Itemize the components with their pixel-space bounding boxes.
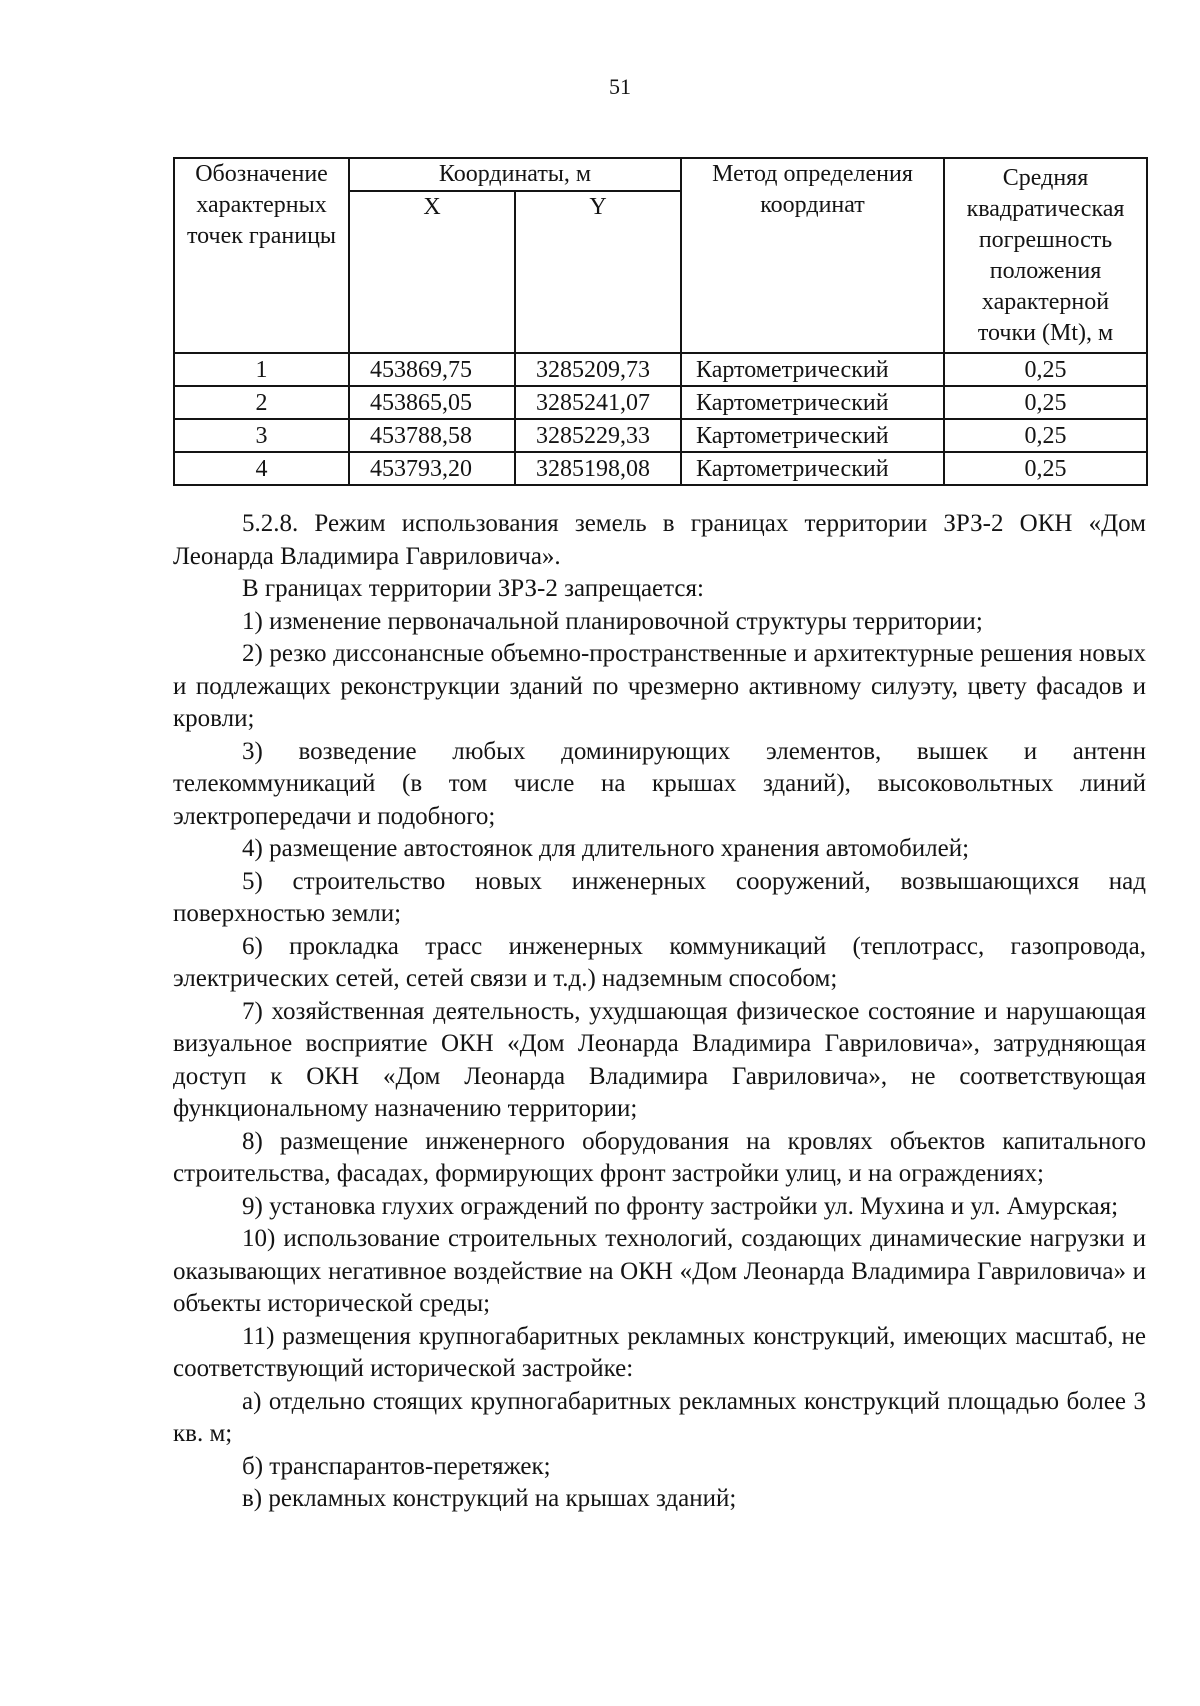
cell-method: Картометрический: [681, 419, 944, 452]
list-item-6: 6) прокладка трасс инженерных коммуникаций (теплотрасс, газопровода, электрических сетей, сетей связи и т.д.) надземным способом;: [173, 932, 1146, 992]
header-method: Метод определения координат: [681, 158, 944, 353]
cell-y: 3285209,73: [515, 353, 681, 386]
list-item-11b: б) транспарантов-перетяжек;: [242, 1452, 551, 1480]
list-item-11: 11) размещения крупногабаритных рекламных конструкций, имеющих масштаб, не соответствующий исторической застройке:: [173, 1322, 1146, 1382]
header-designation: Обозначение характерных точек границы: [174, 158, 349, 353]
cell-error: 0,25: [944, 419, 1147, 452]
cell-error: 0,25: [944, 353, 1147, 386]
cell-y: 3285241,07: [515, 386, 681, 419]
cell-method: Картометрический: [681, 386, 944, 419]
list-item-5: 5) строительство новых инженерных сооружений, возвышающихся над поверхностью земли;: [173, 867, 1146, 927]
cell-x: 453793,20: [349, 452, 515, 485]
list-item-3: 3) возведение любых доминирующих элементов, вышек и антенн телекоммуникаций (в том числе на крышах зданий), высоковольтных линий электропередачи и подобного;: [173, 737, 1146, 830]
section-heading-5-2-8: 5.2.8. Режим использования земель в границах территории ЗРЗ-2 ОКН «Дом Леонарда Владимира Гавриловича».: [173, 510, 1146, 570]
page-number: 51: [609, 74, 631, 99]
header-error: Средняя квадратическая погрешность положения характерной точки (Mt), м: [944, 158, 1147, 353]
list-item-2: 2) резко диссонансные объемно-пространственные и архитектурные решения новых и подлежащих реконструкции зданий по чрезмерно активному силуэту, цвету фасадов и кровли;: [173, 640, 1146, 732]
cell-x: 453788,58: [349, 419, 515, 452]
list-item-7: 7) хозяйственная деятельность, ухудшающая физическое состояние и нарушающая визуальное восприятие ОКН «Дом Леонарда Владимира Гавриловича», затрудняющая доступ к ОКН «Дом Леонарда Владимира Гавриловича», не соответствующая функциональному назначению территории;: [173, 997, 1146, 1122]
header-x: X: [349, 191, 515, 353]
document-body: [173, 508, 1146, 1516]
list-item-11c: в) рекламных конструкций на крышах зданий;: [242, 1485, 737, 1512]
list-item-4: 4) размещение автостоянок для длительного хранения автомобилей;: [242, 835, 970, 862]
header-y: Y: [515, 191, 681, 353]
table-row: [174, 386, 1147, 419]
cell-error: 0,25: [944, 386, 1147, 419]
cell-point: 1: [174, 353, 349, 386]
table-row: [174, 419, 1147, 452]
cell-y: 3285198,08: [515, 452, 681, 485]
cell-method: Картометрический: [681, 353, 944, 386]
cell-method: Картометрический: [681, 452, 944, 485]
list-item-1: 1) изменение первоначальной планировочной структуры территории;: [242, 607, 983, 635]
header-coordinates: Координаты, м: [349, 158, 681, 191]
paragraph-intro: В границах территории ЗРЗ-2 запрещается:: [242, 575, 704, 602]
table-row: [174, 353, 1147, 386]
cell-error: 0,25: [944, 452, 1147, 485]
cell-y: 3285229,33: [515, 419, 681, 452]
table-row: [174, 452, 1147, 485]
list-item-9: 9) установка глухих ограждений по фронту застройки ул. Мухина и ул. Амурская;: [242, 1192, 1119, 1220]
list-item-8: 8) размещение инженерного оборудования на кровлях объектов капитального строительства, фасадах, формирующих фронт застройки улиц, и на ограждениях;: [173, 1127, 1146, 1187]
coordinates-table: [173, 157, 1148, 486]
cell-point: 4: [174, 452, 349, 485]
cell-x: 453869,75: [349, 353, 515, 386]
list-item-10: 10) использование строительных технологий, создающих динамические нагрузки и оказывающих негативное воздействие на ОКН «Дом Леонарда Владимира Гавриловича» и объекты исторической среды;: [173, 1225, 1146, 1317]
cell-x: 453865,05: [349, 386, 515, 419]
list-item-11a: а) отдельно стоящих крупногабаритных рекламных конструкций площадью более 3 кв. м;: [173, 1387, 1146, 1447]
cell-point: 2: [174, 386, 349, 419]
cell-point: 3: [174, 419, 349, 452]
